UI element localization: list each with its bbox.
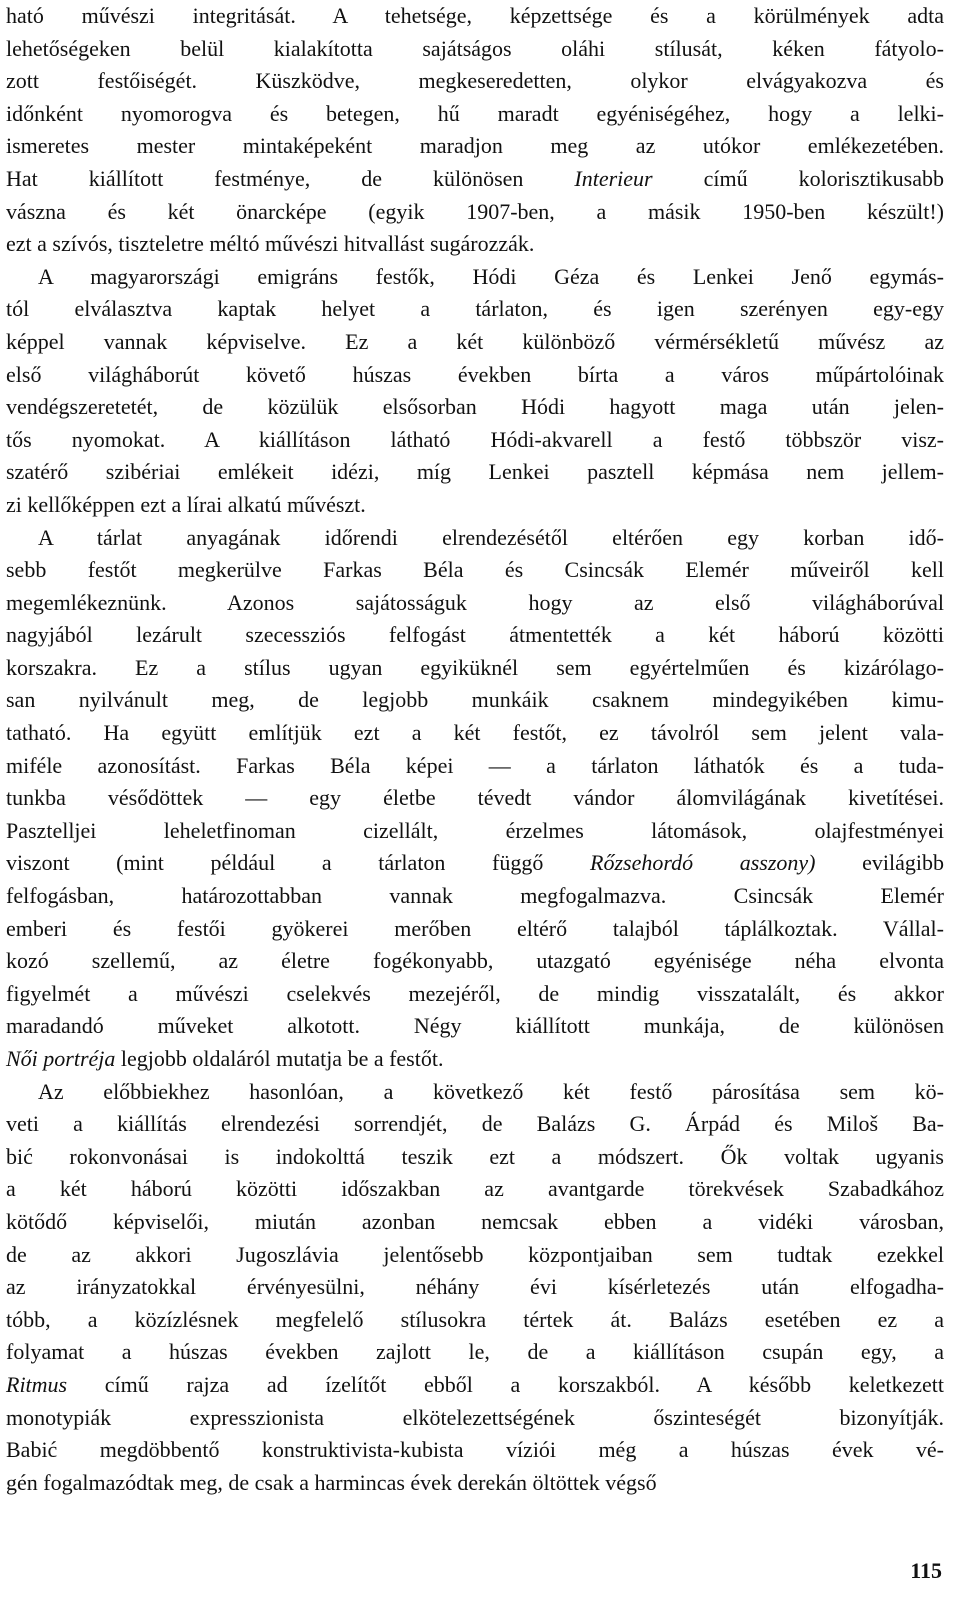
paragraph	[6, 1076, 944, 1500]
text-line	[6, 652, 944, 685]
text-segment: figyelmét a művészi cselekvés mezejéről, de mindig visszatalált, és akkor	[6, 980, 944, 1006]
text-segment: felfogásban, határozottabban vannak megfogalmazva. Csincsák Elemér	[6, 883, 944, 909]
text-line	[6, 750, 944, 783]
text-line	[6, 489, 944, 522]
text-segment: tunkba vésődöttek — egy életbe tévedt vándor álomvilágának kivetítései.	[6, 785, 944, 811]
text-segment: tős nyomokat. A kiállításon látható Hódi-akvarell a festő többször visz-	[6, 426, 944, 452]
text-line	[6, 1336, 944, 1369]
text-line	[6, 293, 944, 326]
text-line	[6, 98, 944, 131]
text-segment: az irányzatokkal érvényesülni, néhány évi kísérletezés után elfogadha-	[6, 1274, 944, 1300]
text-segment: szatérő szibériai emlékeit idézi, míg Lenkei pasztell képmása nem jellem-	[6, 459, 944, 485]
text-line	[6, 554, 944, 587]
text-segment: vászna és két önarcképe (egyik 1907-ben, a másik 1950-ben készült!)	[6, 198, 944, 224]
text-segment: Babić megdöbbentő konstruktivista-kubista víziói még a húszas évek vé-	[6, 1437, 944, 1463]
text-line	[6, 163, 944, 196]
text-segment: kozó szellemű, az életre fogékonyabb, utazgató egyénisége néha elvonta	[6, 948, 944, 974]
text-line	[6, 619, 944, 652]
text-segment: tóbb, a közízlésnek megfelelő stílusokra tértek át. Balázs esetében ez a	[6, 1306, 944, 1332]
text-line	[6, 522, 944, 555]
text-line	[6, 1076, 944, 1109]
text-segment: első világháborút követő húszas években bírta a város műpártolóinak	[6, 361, 944, 387]
text-segment: lehetőségeken belül kialakította sajátságos oláhi stílusát, kéken fátyolo-	[6, 35, 944, 61]
text-line	[6, 1239, 944, 1272]
text-line	[6, 1304, 944, 1337]
text-line	[6, 847, 944, 880]
text-line	[6, 196, 944, 229]
text-segment: időnként nyomorogva és betegen, hű maradt egyéniségéhez, hogy a lelki-	[6, 100, 944, 126]
italic-title: Interieur	[574, 165, 653, 191]
text-line	[6, 1141, 944, 1174]
text-line	[6, 782, 944, 815]
text-line	[6, 359, 944, 392]
text-line	[6, 326, 944, 359]
text-segment: ismeretes mester mintaképeként maradjon meg az utókor emlékezetében.	[6, 133, 944, 159]
italic-title: Női portréja	[6, 1046, 116, 1071]
text-line	[6, 1467, 944, 1500]
italic-title: Rőzsehordó asszony)	[590, 850, 816, 876]
text-segment: című kolorisztikusabb	[652, 165, 944, 191]
text-segment: san nyilvánult meg, de legjobb munkáik csaknem mindegyikében kimu-	[6, 687, 944, 713]
text-line	[6, 1271, 944, 1304]
text-line	[6, 684, 944, 717]
text-segment: megemlékeznünk. Azonos sajátosságuk hogy az első világháborúval	[6, 589, 944, 615]
text-segment: vendégszeretetét, de közülük elsősorban Hódi hagyott maga után jelen-	[6, 394, 944, 420]
text-line	[6, 880, 944, 913]
text-line	[6, 1010, 944, 1043]
text-segment: maradandó műveket alkotott. Négy kiállított munkája, de különösen	[6, 1013, 944, 1039]
paragraph	[6, 522, 944, 1076]
text-segment: tól elválasztva kaptak helyet a tárlaton, és igen szerényen egy-egy	[6, 296, 944, 322]
document-page	[6, 0, 944, 1598]
text-segment: miféle azonosítást. Farkas Béla képei — a tárlaton láthatók és a tuda-	[6, 752, 944, 778]
text-segment: zi kellőképpen ezt a lírai alkatú művészt.	[6, 491, 366, 517]
text-segment: emberi és festői gyökerei merőben eltérő talajból táplálkoztak. Vállal-	[6, 915, 944, 941]
text-segment: sebb festőt megkerülve Farkas Béla és Csincsák Elemér műveiről kell	[6, 557, 944, 583]
text-segment: a két háború közötti időszakban az avantgarde törekvések Szabadkához	[6, 1176, 944, 1202]
text-segment: Hat kiállított festménye, de különösen	[6, 165, 575, 191]
text-line	[6, 391, 944, 424]
text-segment: kötődő képviselői, miután azonban nemcsak ebben a vidéki városban,	[6, 1208, 944, 1234]
text-line	[6, 978, 944, 1011]
text-segment: veti a kiállítás elrendezési sorrendjét, de Balázs G. Árpád és Miloš Ba-	[6, 1111, 944, 1137]
text-line	[6, 33, 944, 66]
text-segment: ezt a szívós, tiszteletre méltó művészi hitvallást sugározzák.	[6, 231, 535, 257]
text-line	[6, 456, 944, 489]
text-line	[6, 1173, 944, 1206]
text-segment: tatható. Ha együtt említjük ezt a két festőt, ez távolról sem jelent vala-	[6, 720, 944, 746]
text-line	[6, 1434, 944, 1467]
paragraph	[6, 261, 944, 522]
text-segment: képpel vannak képviselve. Ez a két különböző vérmérsékletű művész az	[6, 328, 944, 354]
text-segment: Pasztelljei leheletfinoman cizellált, érzelmes látomások, olajfestményei	[6, 817, 944, 843]
text-segment: zott festőiségét. Küszködve, megkeseredetten, olykor elvágyakozva és	[6, 68, 944, 94]
paragraph	[6, 0, 944, 261]
text-segment: de az akkori Jugoszlávia jelentősebb központjaiban sem tudtak ezekkel	[6, 1241, 944, 1267]
text-line	[6, 65, 944, 98]
body-text	[6, 0, 944, 1499]
text-line	[6, 587, 944, 620]
text-segment: monotypiák expresszionista elkötelezettségének őszinteségét bizonyítják.	[6, 1404, 944, 1430]
text-segment: legjobb oldaláról mutatja be a festőt.	[115, 1046, 444, 1071]
text-line	[6, 424, 944, 457]
text-segment: folyamat a húszas években zajlott le, de a kiállításon csupán egy, a	[6, 1339, 944, 1365]
text-segment: A tárlat anyagának időrendi elrendezésétől eltérően egy korban idő-	[38, 524, 944, 550]
text-segment: című rajza ad ízelítőt ebből a korszakból. A később keletkezett	[67, 1371, 944, 1397]
text-segment: A magyarországi emigráns festők, Hódi Géza és Lenkei Jenő egymás-	[38, 263, 944, 289]
text-line	[6, 130, 944, 163]
text-segment: evilágibb	[815, 850, 944, 876]
text-line	[6, 1108, 944, 1141]
text-line	[6, 0, 944, 33]
text-line	[6, 261, 944, 294]
text-line	[6, 717, 944, 750]
italic-title: Ritmus	[6, 1371, 68, 1397]
page-number: 115	[910, 1558, 942, 1583]
text-line	[6, 1043, 944, 1076]
text-segment: nagyjából lezárult szecessziós felfogást átmentették a két háború közötti	[6, 622, 944, 648]
text-segment: ható művészi integritását. A tehetsége, képzettsége és a körülmények adta	[6, 3, 944, 28]
text-line	[6, 1206, 944, 1239]
text-line	[6, 945, 944, 978]
text-segment: viszont (mint például a tárlaton függő	[6, 850, 591, 876]
text-segment: gén fogalmazódtak meg, de csak a harmincas évek derekán öltöttek végső	[6, 1469, 657, 1495]
text-segment: bić rokonvonásai is indokolttá teszik ezt a módszert. Ők voltak ugyanis	[6, 1143, 944, 1169]
text-line	[6, 1369, 944, 1402]
text-line	[6, 1402, 944, 1435]
text-segment: korszakra. Ez a stílus ugyan egyiküknél sem egyértelműen és kizárólago-	[6, 654, 944, 680]
text-segment: Az előbbiekhez hasonlóan, a következő két festő párosítása sem kö-	[38, 1078, 944, 1104]
text-line	[6, 815, 944, 848]
text-line	[6, 228, 944, 261]
text-line	[6, 913, 944, 946]
